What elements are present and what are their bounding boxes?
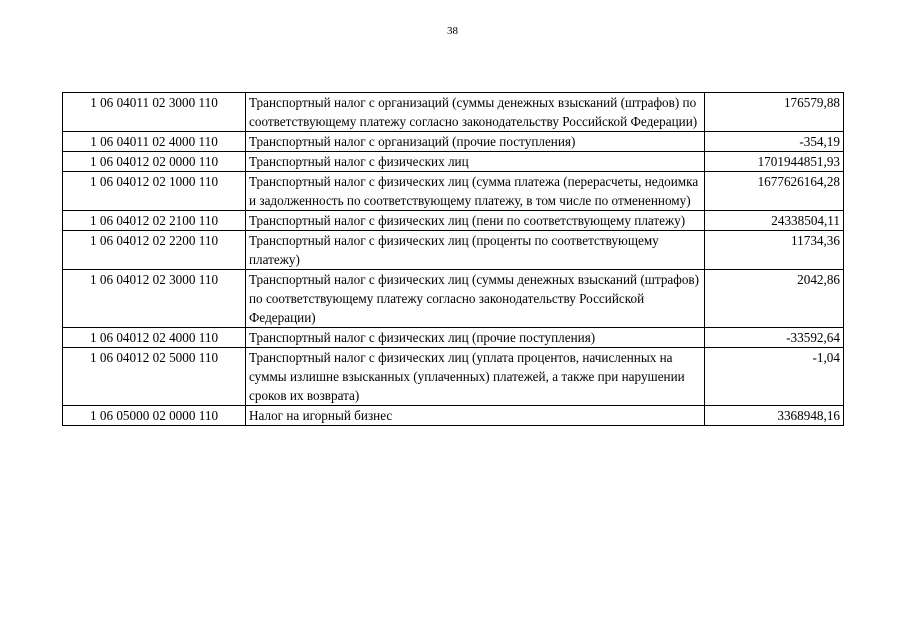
revenue-name: Налог на игорный бизнес: [246, 406, 705, 426]
revenue-name: Транспортный налог с организаций (прочие поступления): [246, 132, 705, 152]
table-row: [63, 328, 844, 348]
revenue-amount: 1677626164,28: [705, 172, 844, 211]
revenue-name: Транспортный налог с физических лиц (проценты по соответствующему платежу): [246, 231, 705, 270]
revenue-name: Транспортный налог с физических лиц (пени по соответствующему платежу): [246, 211, 705, 231]
revenue-code: 1 06 04012 02 2200 110: [63, 231, 246, 270]
revenue-name: Транспортный налог с физических лиц (прочие поступления): [246, 328, 705, 348]
revenue-name: Транспортный налог с физических лиц (суммы денежных взысканий (штрафов) по соответствующему платежу согласно законодательству Российской Федерации): [246, 270, 705, 328]
table-row: [63, 348, 844, 406]
table-row: [63, 172, 844, 211]
revenue-name: Транспортный налог с физических лиц (сумма платежа (перерасчеты, недоимка и задолженность по соответствующему платежу, в том числе по отмененному): [246, 172, 705, 211]
revenue-amount: -354,19: [705, 132, 844, 152]
revenue-code: 1 06 04012 02 1000 110: [63, 172, 246, 211]
revenue-name: Транспортный налог с физических лиц: [246, 152, 705, 172]
revenue-amount: 1701944851,93: [705, 152, 844, 172]
revenue-amount: 2042,86: [705, 270, 844, 328]
revenue-amount: -1,04: [705, 348, 844, 406]
revenue-name: Транспортный налог с физических лиц (уплата процентов, начисленных на суммы излишне взысканных (уплаченных) платежей, а также при нарушении сроков их возврата): [246, 348, 705, 406]
revenue-code: 1 06 04012 02 4000 110: [63, 328, 246, 348]
revenue-code: 1 06 04011 02 3000 110: [63, 93, 246, 132]
revenue-code: 1 06 04012 02 0000 110: [63, 152, 246, 172]
revenue-code: 1 06 04011 02 4000 110: [63, 132, 246, 152]
revenue-amount: 11734,36: [705, 231, 844, 270]
revenue-code: 1 06 04012 02 2100 110: [63, 211, 246, 231]
revenue-name: Транспортный налог с организаций (суммы денежных взысканий (штрафов) по соответствующему платежу согласно законодательству Российской Федерации): [246, 93, 705, 132]
revenue-amount: 176579,88: [705, 93, 844, 132]
page-number: 38: [447, 25, 458, 37]
table-row: [63, 211, 844, 231]
table-row: [63, 231, 844, 270]
revenue-code: 1 06 05000 02 0000 110: [63, 406, 246, 426]
revenue-code: 1 06 04012 02 3000 110: [63, 270, 246, 328]
table-row: [63, 152, 844, 172]
table-row: [63, 270, 844, 328]
table-row: [63, 132, 844, 152]
revenue-code: 1 06 04012 02 5000 110: [63, 348, 246, 406]
table-row: [63, 93, 844, 132]
revenue-amount: -33592,64: [705, 328, 844, 348]
revenue-amount: 3368948,16: [705, 406, 844, 426]
table-row: [63, 406, 844, 426]
revenue-amount: 24338504,11: [705, 211, 844, 231]
revenue-table: [62, 92, 844, 426]
